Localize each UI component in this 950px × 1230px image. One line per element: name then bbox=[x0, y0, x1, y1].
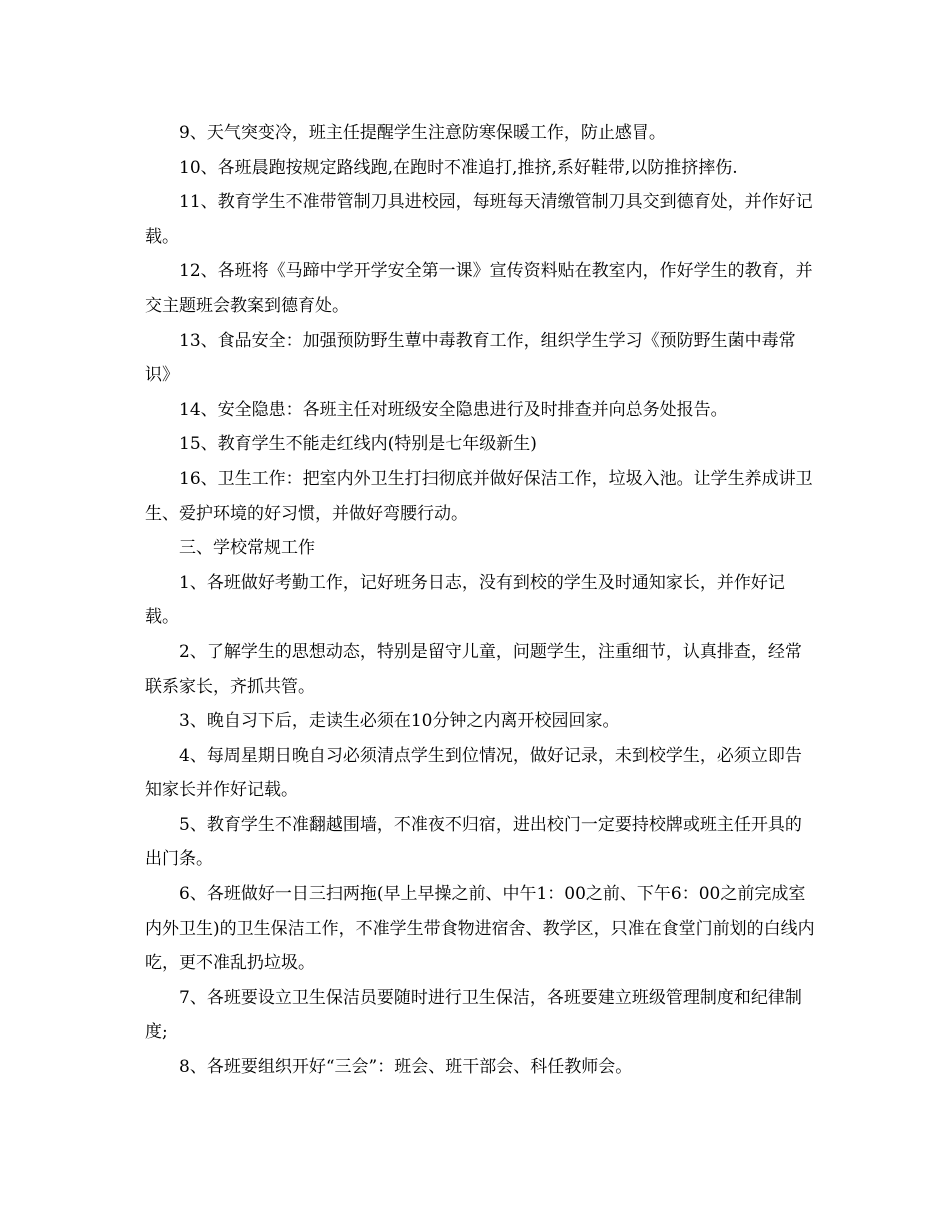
section-paragraph-1: 1、各班做好考勤工作，记好班务日志，没有到校的学生及时通知家长，并作好记载。 bbox=[145, 572, 785, 628]
document-body bbox=[145, 116, 815, 1085]
section-paragraph-8: 8、各班要组织开好“三会”：班会、班干部会、科任教师会。 bbox=[179, 1057, 633, 1078]
section-paragraph-3: 3、晚自习下后，走读生必须在10分钟之内离开校园回家。 bbox=[179, 711, 620, 732]
section-heading: 三、学校常规工作 bbox=[179, 538, 315, 559]
section-paragraph-2: 2、了解学生的思想动态，特别是留守儿童，问题学生，注重细节，认真排查，经常联系家长，齐抓共管。 bbox=[145, 641, 802, 697]
paragraph-item-16: 16、卫生工作：把室内外卫生打扫彻底并做好保洁工作，垃圾入池。让学生养成讲卫生、爱护环境的好习惯，并做好弯腰行动。 bbox=[145, 468, 813, 524]
paragraph-item-10: 10、各班晨跑按规定路线跑,在跑时不准追打,推挤,系好鞋带,以防推挤摔伤. bbox=[179, 157, 738, 178]
section-paragraph-7: 7、各班要设立卫生保洁员要随时进行卫生保洁，各班要建立班级管理制度和纪律制度; bbox=[145, 987, 802, 1043]
paragraph-item-14: 14、安全隐患：各班主任对班级安全隐患进行及时排查并向总务处报告。 bbox=[179, 399, 728, 420]
paragraph-item-12: 12、各班将《马蹄中学开学安全第一课》宣传资料贴在教室内，作好学生的教育，并交主题班会教案到德育处。 bbox=[145, 261, 813, 316]
section-paragraph-6: 6、各班做好一日三扫两拖(早上早操之前、中午1：00之前、下午6：00之前完成室内外卫生)的卫生保洁工作，不准学生带食物进宿舍、教学区，只准在食堂门前划的白线内吃，更不准乱扔垃圾。 bbox=[145, 884, 815, 974]
paragraph-item-15: 15、教育学生不能走红线内(特别是七年级新生) bbox=[179, 434, 537, 455]
section-paragraph-4: 4、每周星期日晚自习必须清点学生到位情况，做好记录，未到校学生，必须立即告知家长并作好记载。 bbox=[145, 745, 802, 801]
paragraph-item-11: 11、教育学生不准带管制刀具进校园，每班每天清缴管制刀具交到德育处，并作好记载。 bbox=[145, 192, 813, 247]
paragraph-item-13: 13、食品安全：加强预防野生蕈中毒教育工作，组织学生学习《预防野生菌中毒常识》 bbox=[145, 330, 796, 386]
paragraph-item-9: 9、天气突变冷，班主任提醒学生注意防寒保暖工作，防止感冒。 bbox=[179, 123, 666, 143]
section-paragraph-5: 5、教育学生不准翻越围墙，不准夜不归宿，进出校门一定要持校牌或班主任开具的出门条。 bbox=[145, 814, 802, 870]
